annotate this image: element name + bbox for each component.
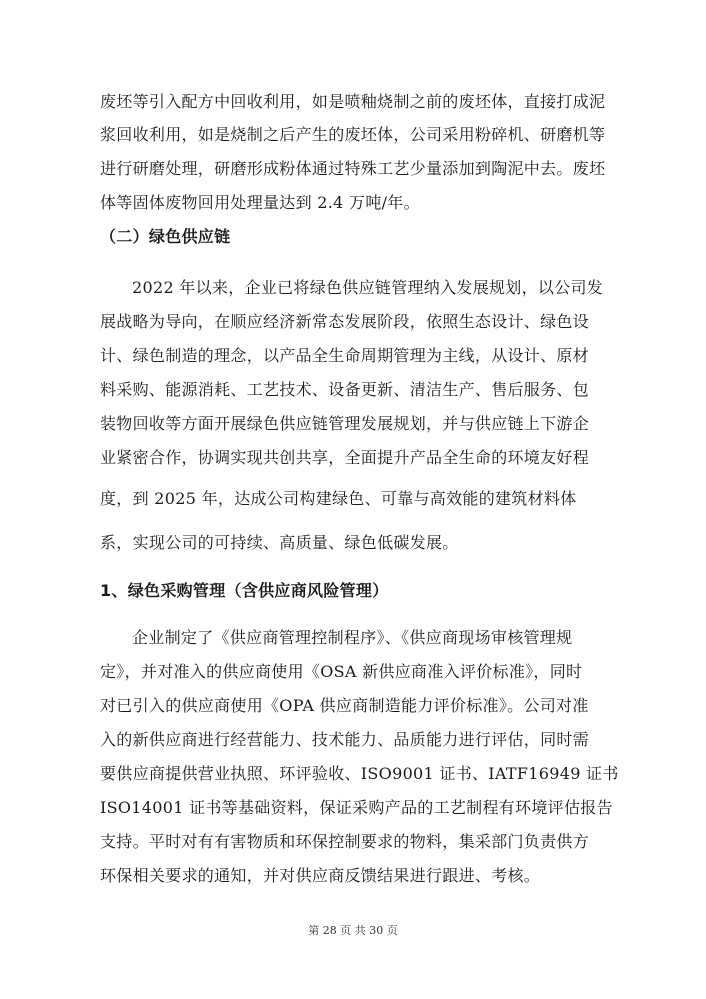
paragraph-line: 浆回收利用，如是烧制之后产生的废坯体，公司采用粉碎机、研磨机等 xyxy=(100,125,606,144)
paragraph-line: 定》，并对准入的供应商使用《OSA 新供应商准入评价标准》，同时 xyxy=(100,662,583,681)
paragraph-line: 体等固体废物回用处理量达到 2.4 万吨/年。 xyxy=(100,193,420,212)
paragraph-line: 业紧密合作，协调实现共创共享，全面提升产品全生命的环境友好程 xyxy=(100,448,590,467)
paragraph-line: 入的新供应商进行经营能力、技术能力、品质能力进行评估，同时需 xyxy=(100,730,590,749)
paragraph-line: 料采购、能源消耗、工艺技术、设备更新、清洁生产、售后服务、包 xyxy=(100,380,590,399)
paragraph-line: 对已引入的供应商使用《OPA 供应商制造能力评价标准》。公司对准 xyxy=(100,696,589,715)
section-heading: （二）绿色供应链 xyxy=(100,227,231,246)
paragraph-line: 2022 年以来，企业已将绿色供应链管理纳入发展规划，以公司发 xyxy=(132,278,604,297)
paragraph-line: 展战略为导向，在顺应经济新常态发展阶段，依照生态设计、绿色设 xyxy=(100,312,590,331)
paragraph-line: 度，到 2025 年，达成公司构建绿色、可靠与高效能的建筑材料体 xyxy=(100,489,577,508)
paragraph-line: 支持。平时对有有害物质和环保控制要求的物料，集采部门负责供方 xyxy=(100,832,590,851)
paragraph-line: 企业制定了《供应商管理控制程序》、《供应商现场审核管理规 xyxy=(132,628,573,647)
paragraph-line: 要供应商提供营业执照、环评验收、ISO9001 证书、IATF16949 证书 xyxy=(100,764,619,783)
paragraph-line: 环保相关要求的通知，并对供应商反馈结果进行跟进、考核。 xyxy=(100,866,541,885)
paragraph-line: 计、绿色制造的理念，以产品全生命周期管理为主线，从设计、原材 xyxy=(100,346,590,365)
paragraph-line: 装物回收等方面开展绿色供应链管理发展规划，并与供应链上下游企 xyxy=(100,414,590,433)
paragraph-line: 系，实现公司的可持续、高质量、绿色低碳发展。 xyxy=(100,533,459,552)
subsection-heading: 1、绿色采购管理（含供应商风险管理） xyxy=(100,581,389,600)
paragraph-line: 废坯等引入配方中回收利用，如是喷釉烧制之前的废坯体，直接打成泥 xyxy=(100,92,606,111)
paragraph-line: ISO14001 证书等基础资料，保证采购产品的工艺制程有环境评估报告 xyxy=(100,798,613,817)
page-number: 第 28 页 共 30 页 xyxy=(308,924,398,937)
paragraph-line: 进行研磨处理，研磨形成粉体通过特殊工艺少量添加到陶泥中去。废坯 xyxy=(100,159,606,178)
